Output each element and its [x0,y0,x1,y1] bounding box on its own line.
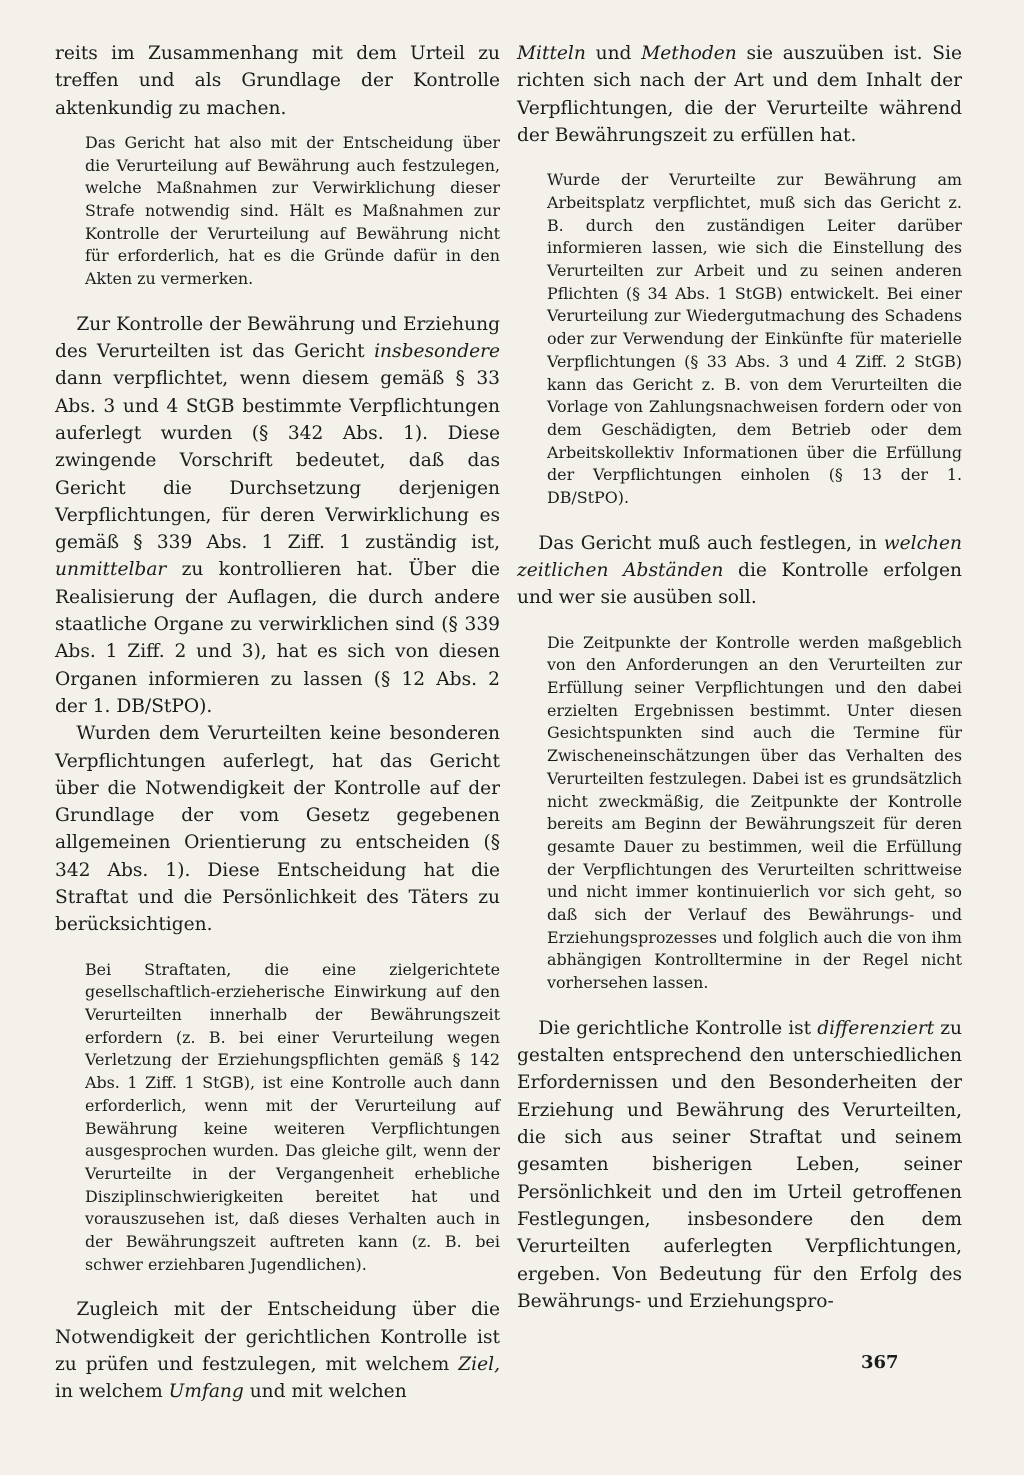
text-run: zu gestalten entsprechend den unterschiedlichen Erfordernissen und den Besonderheiten der Erziehung und Bewährung des Verurteilten, die sich aus seiner Straftat und seinem gesamten bisherigen Leben, seiner Persönlichkeit und den im Urteil getroffenen Festlegungen, insbesondere den dem Verurteilten auferlegten Verpflichtungen, ergeben. Von Bedeutung für den Erfolg des Bewährungs- und Erziehungspro- [517,1017,962,1312]
paragraph-small: Die Zeitpunkte der Kontrolle werden maßgeblich von den Anforderungen an den Verurteilten zur Erfüllung seiner Verpflichtungen und den dabei erzielten Ergebnissen bestimmt. Unter diesen Gesichtspunkten sind auch die Termine für Zwischeneinschätzungen über das Verhalten des Verurteilten festzulegen. Dabei ist es grundsätzlich nicht zweckmäßig, die Zeitpunkte der Kontrolle bereits am Beginn der Bewährungszeit für deren gesamte Dauer zu bestimmen, weil die Erfüllung der Verpflichtungen des Verurteilten schrittweise und nicht immer kontinuierlich vor sich geht, so daß sich der Verlauf des Bewährungs- und Erziehungsprozesses und folglich auch die von ihm abhängigen Kontrolltermine in der Regel nicht vorhersehen lassen. [547,632,962,993]
emphasis: welchen zeitlichen Abständen [517,532,962,582]
paragraph-small: Wurde der Verurteilte zur Bewährung am Arbeitsplatz verpflichtet, muß sich das Gericht z. B. durch den zuständigen Leiter darüber informieren lassen, wie sich die Einstellung des Verurteilten zur Arbeit und zu seinen anderen Pflichten (§ 34 Abs. 1 StGB) entwickelt. Bei einer Verurteilung zur Wiedergutmachung des Schadens oder zur Verwendung der Einkünfte für materielle Verpflichtungen (§ 33 Abs. 3 und 4 Ziff. 2 StGB) kann das Gericht z. B. von dem Verurteilten die Vorlage von Zahlungsnachweisen fordern oder von dem Geschädigten, dem Betrieb oder dem Arbeitskollektiv Informationen über die Erfüllung der Verpflichtungen einholen (§ 13 der 1. DB/StPO). [547,170,962,508]
paragraph [55,1296,500,1405]
text-run: Das Gericht muß auch festlegen, in [538,532,884,554]
page-number: 367 [861,1352,899,1373]
paragraph [55,311,500,720]
text-run: zu kontrollieren hat. Über die Realisierung der Auflagen, die durch andere staatliche Organe zu verwirklichen sind (§ 339 Abs. 1 Ziff. 2 und 3), hat es sich von diesen Organen informieren zu lassen (§ 12 Abs. 2 der 1. DB/StPO). [55,559,500,717]
text-run: Zugleich mit der Entscheidung über die Notwendigkeit der gerichtlichen Kontrolle ist zu prüfen und festzulegen, mit welchem [55,1299,500,1376]
text-run: in welchem [55,1381,169,1403]
paragraph-small: Das Gericht hat also mit der Entscheidung über die Verurteilung auf Bewährung auch festzulegen, welche Maßnahmen zur Verwirklichung dieser Strafe notwendig sind. Hält es Maßnahmen zur Kontrolle der Verurteilung auf Bewährung nicht für erforderlich, hat es die Gründe dafür in den Akten zu vermerken. [85,132,500,289]
emphasis: Methoden [641,43,737,64]
emphasis: differenziert [817,1017,935,1039]
paragraph: reits im Zusammenhang mit dem Urteil zu treffen und als Grundlage der Kontrolle aktenkundig zu machen. [55,43,500,119]
emphasis: Ziel, [458,1354,500,1376]
paragraph [517,1015,962,1315]
text-run: die Kontrolle erfolgen und wer sie ausüben soll. [517,560,962,609]
emphasis: insbesondere [374,341,500,363]
text-run: und [585,43,642,64]
text-run: sie auszuüben ist. Sie richten sich nach der Art und dem Inhalt der Verpflichtungen, die der Verurteilte während der Bewährungszeit zu erfüllen hat. [517,43,962,146]
paragraph [517,530,962,612]
paragraph: Wurden dem Verurteilten keine besonderen Verpflichtungen auferlegt, hat das Gericht über die Notwendigkeit der Kontrolle auf der Grundlage der vom Gesetz gegebenen allgemeinen Orientierung zu entscheiden (§ 342 Abs. 1). Diese Entscheidung hat die Straftat und die Persönlichkeit des Täters zu berücksichtigen. [55,723,500,936]
text-run: Zur Kontrolle der Bewährung und Erziehung des Verurteilten ist das Gericht [55,313,500,363]
emphasis: unmittelbar [55,559,167,581]
paragraph [517,40,962,149]
text-run: und mit welchen [243,1381,407,1403]
text-run: Die gerichtliche Kontrolle ist [538,1017,818,1039]
emphasis: Umfang [168,1381,244,1403]
left-column [55,40,500,1406]
paragraph-small: Bei Straftaten, die eine zielgerichtete gesellschaftlich-erzieherische Einwirkung auf den Verurteilten innerhalb der Bewährungszeit erfordern (z. B. bei einer Verurteilung wegen Verletzung der Erziehungspflichten gemäß § 142 Abs. 1 Ziff. 1 StGB), ist eine Kontrolle auch dann erforderlich, wenn mit der Verurteilung auf Bewährung keine weiteren Verpflichtungen ausgesprochen wurden. Das gleiche gilt, wenn der Verurteilte in der Vergangenheit erhebliche Disziplinschwierigkeiten bereitet hat und vorauszusehen ist, daß dieses Verhalten auch in der Bewährungszeit auftreten kann (z. B. bei schwer erziehbaren Jugendlichen). [85,959,500,1274]
right-column [517,40,962,1315]
text-run: dann verpflichtet, wenn diesem gemäß § 33 Abs. 3 und 4 StGB bestimmte Verpflichtungen auferlegt wurden (§ 342 Abs. 1). Diese zwingende Vorschrift bedeutet, daß das Gericht die Durchsetzung derjenigen Verpflichtungen, für deren Verwirklichung es gemäß § 339 Abs. 1 Ziff. 1 zuständig ist, [55,368,500,554]
emphasis: Mitteln [517,43,586,64]
